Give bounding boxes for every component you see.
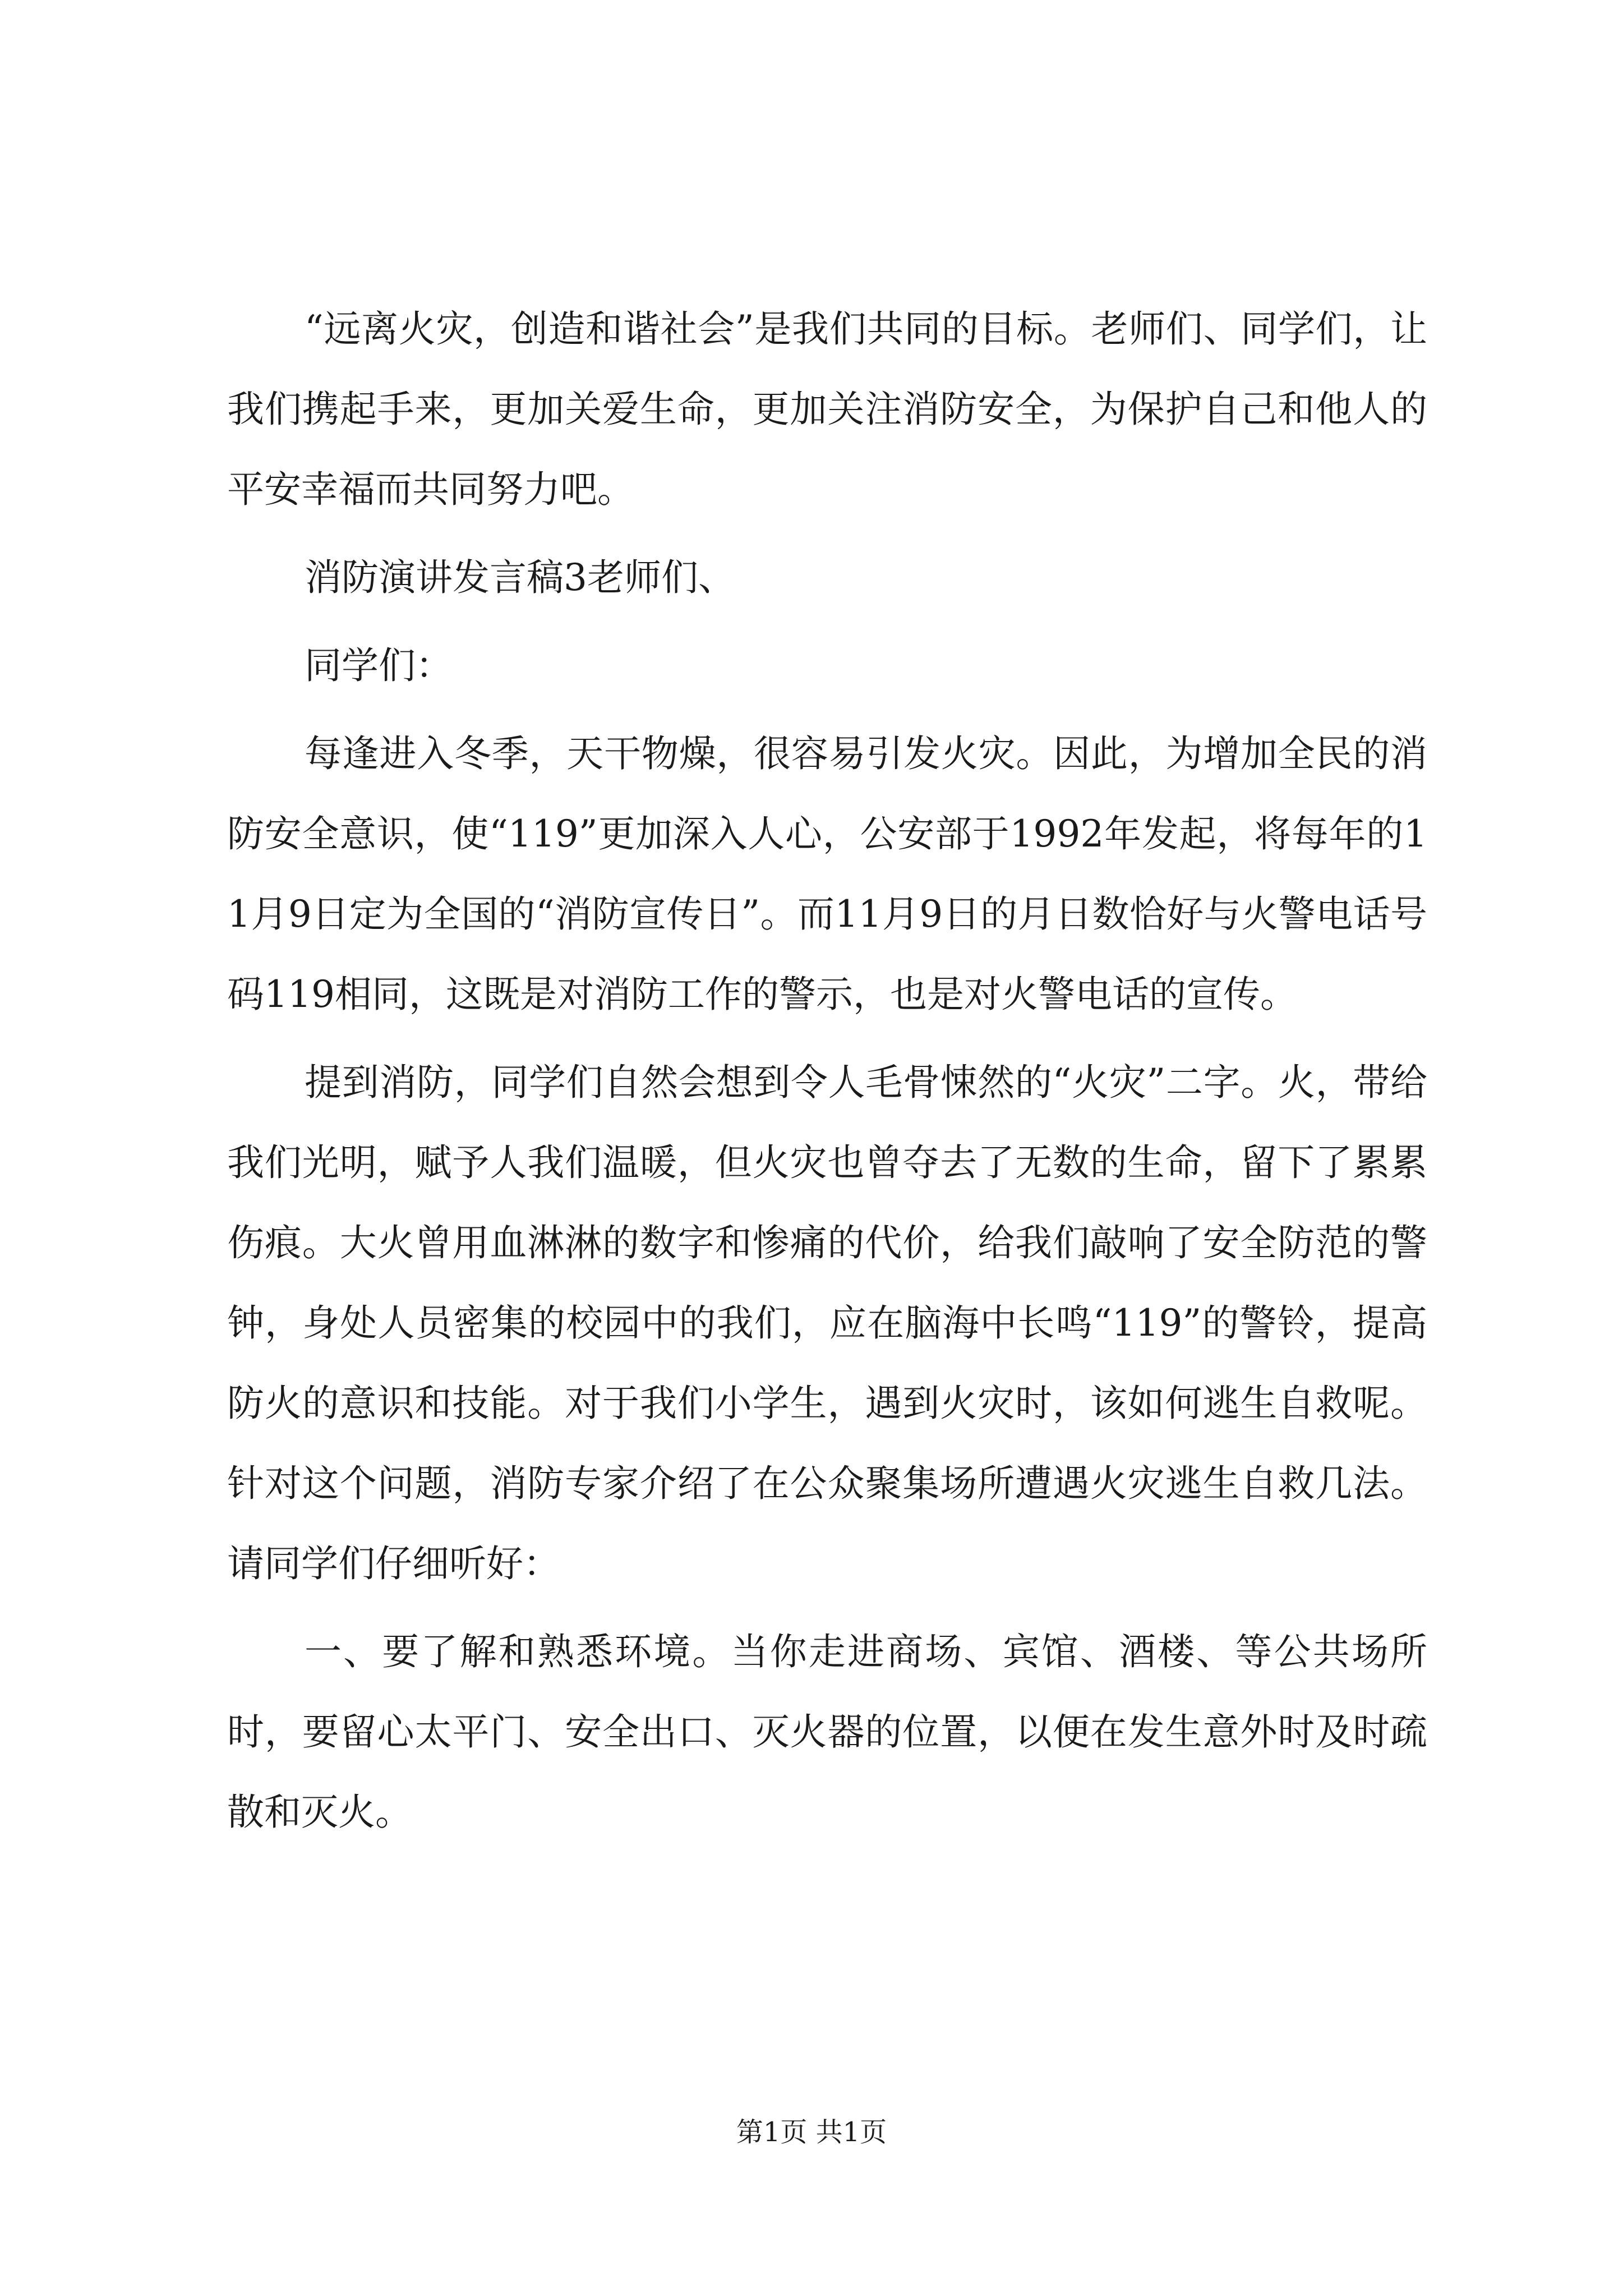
page-footer: 第1页 共1页 bbox=[736, 2116, 887, 2148]
paragraph: 提到消防，同学们自然会想到令人毛骨悚然的“火灾”二字。火，带给我们光明，赋予人我们温暖，但火灾也曾夺去了无数的生命，留下了累累伤痕。大火曾用血淋淋的数字和惨痛的代价，给我们敲响了安全防范的警钟，身处人员密集的校园中的我们，应在脑海中长鸣“119”的警铃，提高防火的意识和技能。对于我们小学生，遇到火灾时，该如何逃生自救呢。针对这个问题，消防专家介绍了在公众聚集场所遭遇火灾逃生自救几法。请同学们仔细听好： bbox=[227, 1061, 1427, 1585]
document-body bbox=[227, 289, 1427, 1860]
paragraph: “远离火灾，创造和谐社会”是我们共同的目标。老师们、同学们，让我们携起手来，更加关爱生命，更加关注消防安全，为保护自己和他人的平安幸福而共同努力吧。 bbox=[227, 307, 1427, 511]
paragraph: 消防演讲发言稿3老师们、 bbox=[305, 556, 735, 599]
paragraph: 同学们： bbox=[305, 644, 453, 687]
paragraph: 每逢进入冬季，天干物燥，很容易引发火灾。因此，为增加全民的消防安全意识，使“119”更加深入人心，公安部于1992年发起，将每年的11月9日定为全国的“消防宣传日”。而11月9日的月日数恰好与火警电话号码119相同，这既是对消防工作的警示，也是对火警电话的宣传。 bbox=[227, 732, 1427, 1016]
paragraph: 一、要了解和熟悉环境。当你走进商场、宾馆、酒楼、等公共场所时，要留心太平门、安全出口、灭火器的位置，以便在发生意外时及时疏散和灭火。 bbox=[227, 1630, 1427, 1834]
